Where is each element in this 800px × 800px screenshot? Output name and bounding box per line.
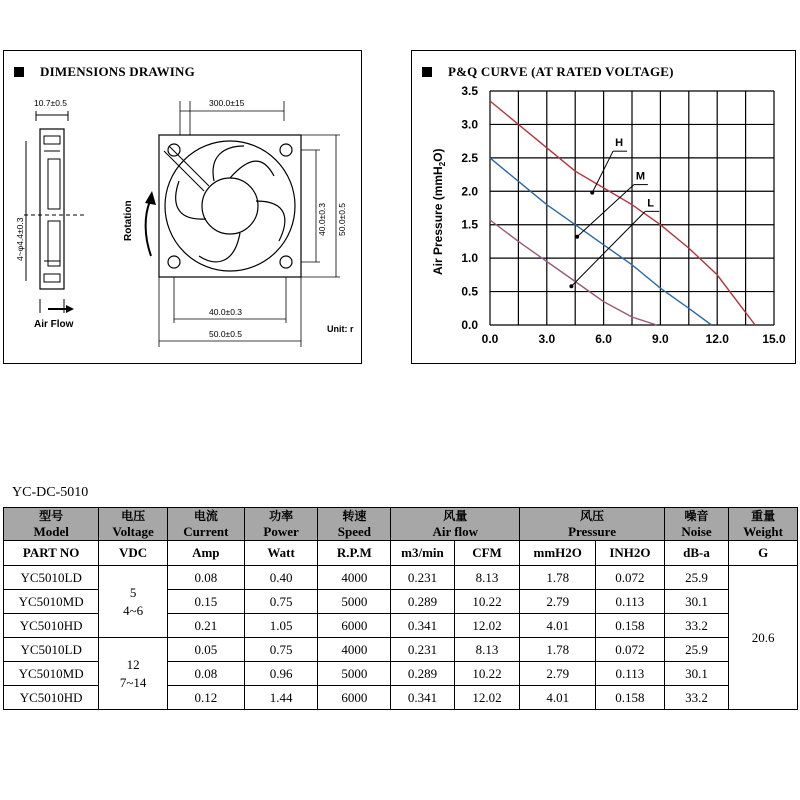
- header-en: Air flow: [432, 524, 479, 539]
- header-power: [244, 508, 318, 541]
- part-no-cell: YC5010LD: [4, 638, 99, 662]
- amp-cell: 0.21: [167, 614, 244, 638]
- leader-dot: [590, 191, 594, 195]
- mmh2o-cell: 4.01: [520, 686, 596, 710]
- watt-cell: 0.75: [244, 590, 318, 614]
- header-en: Speed: [337, 524, 371, 539]
- voltage-range: 7~14: [119, 674, 147, 690]
- header-zh: 电流: [193, 509, 218, 523]
- header-zh: 型号: [39, 509, 64, 523]
- rpm-cell: 6000: [318, 614, 391, 638]
- watt-cell: 0.96: [244, 662, 318, 686]
- amp-cell: 0.05: [167, 638, 244, 662]
- leader-line: [571, 211, 645, 286]
- watt-cell: 0.40: [244, 566, 318, 590]
- y-tick-label: 0.5: [461, 284, 478, 299]
- dimensions-drawing-panel: [3, 50, 362, 364]
- dba-cell: 25.9: [664, 566, 729, 590]
- part-no-cell: YC5010HD: [4, 614, 99, 638]
- header-zh: 转速: [342, 509, 367, 523]
- voltage-cell: [99, 638, 168, 710]
- chart-annotations: [569, 137, 659, 288]
- header-zh: 噪音: [684, 509, 709, 523]
- m3min-cell: 0.231: [391, 566, 455, 590]
- chart-grid: [490, 91, 774, 325]
- rpm-cell: 5000: [318, 662, 391, 686]
- header-current: [167, 508, 244, 541]
- header-en: Current: [183, 524, 229, 539]
- leader-dot: [575, 235, 579, 239]
- part-no-cell: YC5010MD: [4, 590, 99, 614]
- hole-spacing-dim-vertical: 40.0±0.3: [317, 202, 327, 236]
- header-zh: 重量: [751, 509, 776, 523]
- cfm-cell: 8.13: [454, 566, 520, 590]
- y-tick-label: 3.0: [461, 117, 478, 132]
- unit-cell: R.P.M: [318, 541, 391, 566]
- x-tick-label: 0.0: [481, 332, 499, 346]
- inh2o-cell: 0.158: [596, 614, 665, 638]
- m3min-cell: 0.341: [391, 614, 455, 638]
- unit-cell: dB-a: [664, 541, 729, 566]
- rotation-arrow-icon: [145, 191, 156, 256]
- rotation-label: Rotation: [123, 200, 134, 241]
- watt-cell: 0.75: [244, 638, 318, 662]
- pq-curve-panel: [411, 50, 796, 364]
- model-code: YC-DC-5010: [12, 485, 89, 500]
- watt-cell: 1.05: [244, 614, 318, 638]
- cfm-cell: 12.02: [454, 614, 520, 638]
- header-pressure: [520, 508, 664, 541]
- rpm-cell: 5000: [318, 590, 391, 614]
- y-tick-label: 3.5: [461, 84, 478, 98]
- hole-dia-dim: 4~φ4.4±0.3: [15, 217, 25, 261]
- dba-cell: 30.1: [664, 590, 729, 614]
- unit-cell: mmH2O: [520, 541, 596, 566]
- fan-dimensions-diagram: [4, 51, 362, 364]
- body-size-dim: 50.0±0.5: [209, 329, 243, 339]
- table-row: [4, 638, 798, 662]
- leader-dot: [569, 284, 573, 288]
- m3min-cell: 0.289: [391, 590, 455, 614]
- watt-cell: 1.44: [244, 686, 318, 710]
- unit-cell: CFM: [454, 541, 520, 566]
- airflow-arrow-icon: [48, 305, 74, 313]
- voltage-nominal: 12: [126, 656, 140, 672]
- dimensions-title-text: DIMENSIONS DRAWING: [40, 64, 195, 79]
- x-tick-label: 6.0: [595, 332, 612, 346]
- rpm-cell: 4000: [318, 638, 391, 662]
- part-no-cell: YC5010MD: [4, 662, 99, 686]
- x-tick-label: 12.0: [705, 332, 729, 346]
- body-size-dim-vertical: 50.0±0.5: [337, 202, 347, 236]
- x-tick-label: 15.0: [762, 332, 786, 346]
- cfm-cell: 12.02: [454, 686, 520, 710]
- y-tick-label: 1.0: [461, 251, 478, 266]
- dba-cell: 33.2: [664, 614, 729, 638]
- header-model: [4, 508, 99, 541]
- part-no-cell: YC5010HD: [4, 686, 99, 710]
- header-en: Power: [263, 524, 299, 539]
- front-view: [159, 101, 340, 347]
- unit-label: Unit: r: [327, 324, 354, 334]
- mmh2o-cell: 1.78: [520, 566, 596, 590]
- header-en: Noise: [681, 524, 712, 539]
- weight-cell: 20.6: [729, 566, 798, 710]
- header-voltage: [99, 508, 168, 541]
- amp-cell: 0.12: [167, 686, 244, 710]
- spec-table: [3, 507, 798, 710]
- pq-chart: [412, 51, 796, 364]
- rpm-cell: 6000: [318, 686, 391, 710]
- spec-table-body: [4, 508, 798, 710]
- m3min-cell: 0.341: [391, 686, 455, 710]
- table-header-row: [4, 508, 798, 541]
- amp-cell: 0.15: [167, 590, 244, 614]
- y-tick-label: 1.5: [461, 217, 478, 232]
- hole-spacing-dim: 40.0±0.3: [209, 307, 243, 317]
- unit-cell: G: [729, 541, 798, 566]
- dba-cell: 33.2: [664, 686, 729, 710]
- header-en: Pressure: [568, 524, 616, 539]
- cfm-cell: 10.22: [454, 590, 520, 614]
- pq-curve-title-text: P&Q CURVE (AT RATED VOLTAGE): [448, 64, 674, 79]
- dba-cell: 25.9: [664, 638, 729, 662]
- mmh2o-cell: 2.79: [520, 662, 596, 686]
- header-zh: 风压: [580, 509, 605, 523]
- inh2o-cell: 0.158: [596, 686, 665, 710]
- amp-cell: 0.08: [167, 662, 244, 686]
- header-zh: 功率: [269, 509, 294, 523]
- m3min-cell: 0.289: [391, 662, 455, 686]
- mmh2o-cell: 1.78: [520, 638, 596, 662]
- header-noise: [664, 508, 729, 541]
- y-tick-label: 0.0: [461, 318, 478, 332]
- header-airflow: [391, 508, 520, 541]
- header-en: Weight: [743, 524, 783, 539]
- cfm-cell: 8.13: [454, 638, 520, 662]
- side-view: [24, 111, 84, 313]
- unit-cell: m3/min: [391, 541, 455, 566]
- inh2o-cell: 0.072: [596, 566, 665, 590]
- y-tick-label: 2.5: [461, 150, 478, 165]
- inh2o-cell: 0.113: [596, 662, 665, 686]
- unit-cell: INH2O: [596, 541, 665, 566]
- x-tick-label: 3.0: [538, 332, 556, 346]
- inh2o-cell: 0.072: [596, 638, 665, 662]
- leader-line: [577, 185, 634, 237]
- mmh2o-cell: 2.79: [520, 590, 596, 614]
- curve-label: M: [635, 170, 646, 183]
- cfm-cell: 10.22: [454, 662, 520, 686]
- inh2o-cell: 0.113: [596, 590, 665, 614]
- curve-label: L: [647, 197, 654, 210]
- header-en: Model: [33, 524, 69, 539]
- unit-cell: Amp: [167, 541, 244, 566]
- unit-cell: PART NO: [4, 541, 99, 566]
- voltage-nominal: 5: [129, 584, 137, 600]
- chart-tick-labels: [461, 84, 786, 346]
- units-row: [4, 541, 798, 566]
- thickness-dim: 10.7±0.5: [34, 98, 68, 108]
- voltage-cell: [99, 566, 168, 638]
- header-zh: 电压: [121, 509, 146, 523]
- table-row: [4, 566, 798, 590]
- header-zh: 风量: [443, 509, 468, 523]
- lead-length-dim: 300.0±15: [209, 98, 245, 108]
- airflow-label: Air Flow: [34, 319, 74, 330]
- dba-cell: 30.1: [664, 662, 729, 686]
- header-speed: [318, 508, 391, 541]
- curve-label: H: [615, 137, 624, 150]
- y-axis-label: Air Pressure (mmH$_2$O): [431, 148, 447, 275]
- x-tick-label: 9.0: [652, 332, 669, 346]
- header-en: Voltage: [112, 524, 154, 539]
- voltage-range: 4~6: [123, 602, 144, 618]
- amp-cell: 0.08: [167, 566, 244, 590]
- rpm-cell: 4000: [318, 566, 391, 590]
- m3min-cell: 0.231: [391, 638, 455, 662]
- header-weight: [729, 508, 798, 541]
- unit-cell: Watt: [244, 541, 318, 566]
- unit-cell: VDC: [99, 541, 168, 566]
- y-tick-label: 2.0: [461, 184, 478, 199]
- part-no-cell: YC5010LD: [4, 566, 99, 590]
- mmh2o-cell: 4.01: [520, 614, 596, 638]
